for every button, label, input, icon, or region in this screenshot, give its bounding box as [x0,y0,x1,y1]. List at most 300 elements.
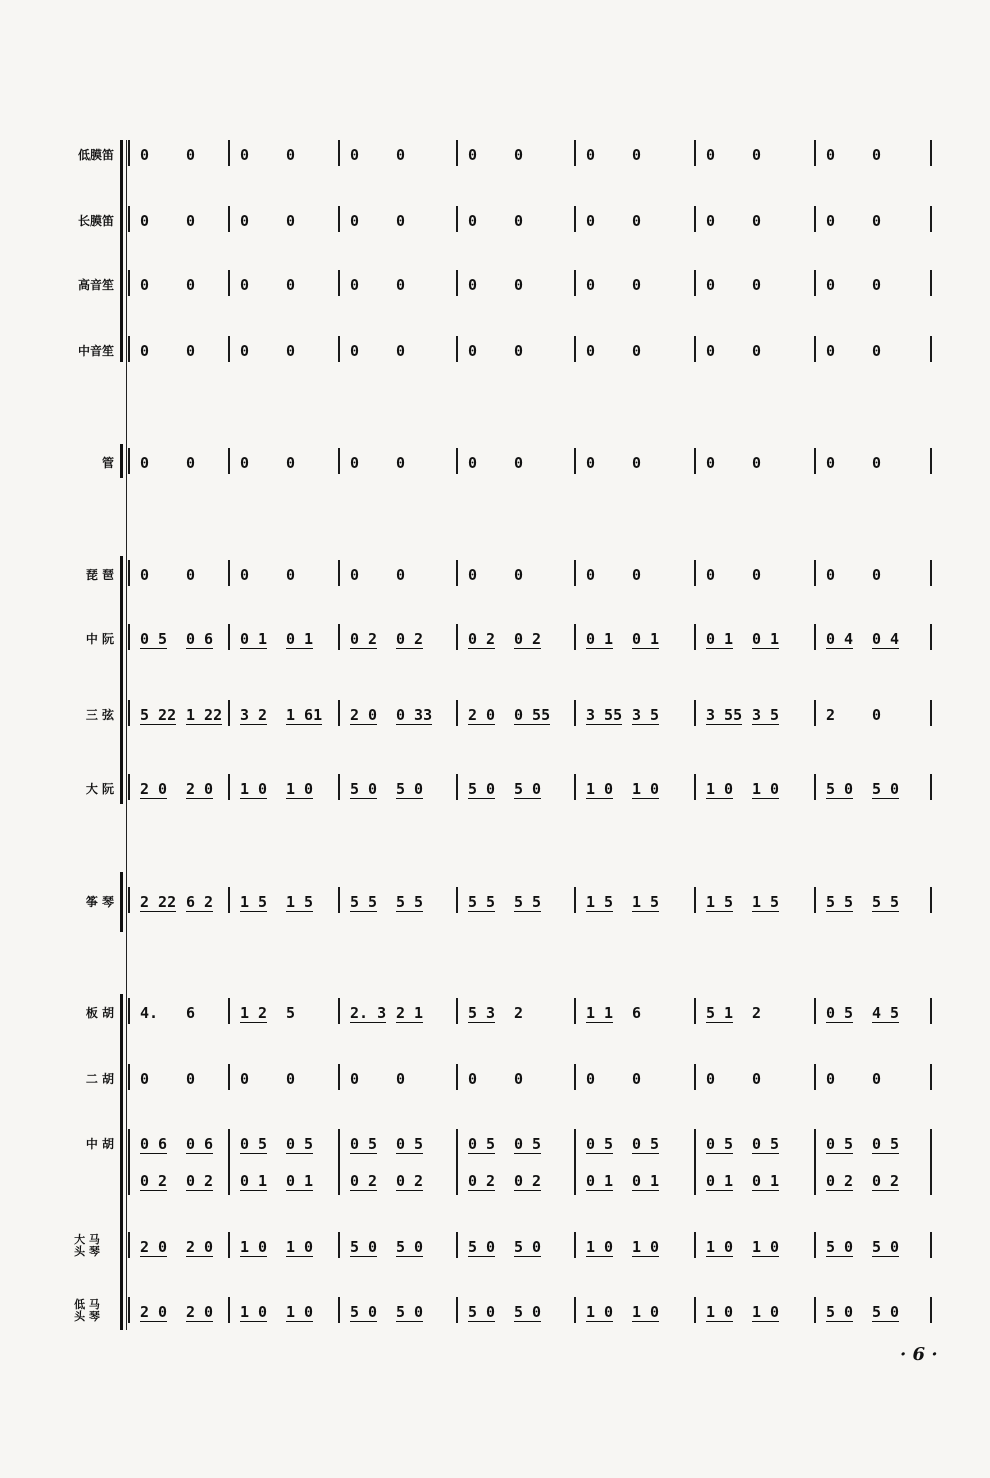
note-cell: 2 [752,1004,762,1022]
bar-line [814,1064,816,1090]
note-cell: 1 0 [632,1303,660,1321]
note-cell: 0 [186,342,196,360]
note-cell: 0 5 [872,1135,900,1153]
note-cell: 3 5 [752,706,780,724]
bar-line [574,560,576,586]
note-cell: 5 0 [872,1238,900,1256]
bar-line [338,1129,340,1195]
bar-line [814,1232,816,1258]
bar-line [128,998,130,1024]
bar-line [814,700,816,726]
bar-line [930,448,932,474]
note-cell: 0 5 [632,1135,660,1153]
note-cell: 0 2 [826,1172,854,1190]
note-cell: 0 [826,146,836,164]
group-bracket [120,872,123,932]
note-cell: 0 [706,566,716,584]
bar-line [456,140,458,166]
note-cell: 5 0 [350,1238,378,1256]
bar-line [574,1232,576,1258]
bar-line [814,336,816,362]
bar-line [128,700,130,726]
note-cell: 0 [826,342,836,360]
note-cell: 0 [632,1070,642,1088]
note-cell: 0 [826,566,836,584]
note-cell: 5 0 [514,1303,542,1321]
bar-line [694,998,696,1024]
note-cell: 0 [632,454,642,472]
note-cell: 0 [140,566,150,584]
note-cell: 0 [286,454,296,472]
bar-line [930,774,932,800]
bar-line [694,624,696,650]
note-cell: 0 [240,454,250,472]
bar-line [694,1297,696,1323]
note-cell: 0 [706,454,716,472]
note-cell: 5 0 [396,1238,424,1256]
note-cell: 1 0 [586,1238,614,1256]
note-cell: 6 2 [186,893,214,911]
note-cell: 0 [468,276,478,294]
note-cell: 0 [872,454,882,472]
note-cell: 0 1 [286,630,314,648]
group-bracket [120,994,123,1330]
note-cell: 0 55 [514,706,551,724]
note-cell: 3 55 [586,706,623,724]
note-cell: 0 [826,276,836,294]
note-cell: 0 5 [586,1135,614,1153]
note-cell: 1 0 [752,780,780,798]
note-cell: 0 5 [826,1004,854,1022]
note-cell: 0 [186,566,196,584]
note-cell: 0 [586,1070,596,1088]
note-cell: 2 1 [396,1004,424,1022]
note-cell: 0 [140,276,150,294]
note-cell: 0 [468,454,478,472]
note-cell: 0 [396,342,406,360]
note-cell: 0 1 [706,1172,734,1190]
note-cell: 1 5 [240,893,268,911]
bar-line [814,1297,816,1323]
note-cell: 0 [706,212,716,230]
bar-line [694,700,696,726]
bar-line [228,700,230,726]
bar-line [930,140,932,166]
note-cell: 0 1 [286,1172,314,1190]
bar-line [694,1129,696,1195]
note-cell: 0 [350,566,360,584]
bar-line [128,140,130,166]
note-cell: 1 0 [586,1303,614,1321]
note-cell: 0 [826,212,836,230]
note-cell: 0 1 [586,1172,614,1190]
note-cell: 0 [396,1070,406,1088]
group-bracket [120,444,123,478]
bar-line [456,998,458,1024]
note-cell: 5 0 [468,780,496,798]
note-cell: 0 5 [350,1135,378,1153]
system-line [126,140,127,1330]
bar-line [574,998,576,1024]
instrument-label: 三 弦 [85,708,114,722]
note-cell: 1 0 [586,780,614,798]
note-cell: 4. [140,1004,159,1022]
bar-line [456,624,458,650]
bar-line [228,1232,230,1258]
note-cell: 0 [240,146,250,164]
note-cell: 0 [514,276,524,294]
note-cell: 0 [396,146,406,164]
note-cell: 0 [140,342,150,360]
note-cell: 0 [586,454,596,472]
bar-line [128,270,130,296]
bar-line [574,887,576,913]
note-cell: 0 [350,1070,360,1088]
note-cell: 0 [468,146,478,164]
bar-line [694,336,696,362]
note-cell: 0 2 [350,1172,378,1190]
note-cell: 5 22 [140,706,177,724]
note-cell: 0 [586,566,596,584]
instrument-label: 长膜笛 [77,214,114,228]
note-cell: 0 1 [632,1172,660,1190]
bar-line [574,700,576,726]
note-cell: 0 [752,212,762,230]
bar-line [338,448,340,474]
note-cell: 0 [186,146,196,164]
bar-line [694,1064,696,1090]
bar-line [574,624,576,650]
note-cell: 0 [752,146,762,164]
bar-line [694,1232,696,1258]
note-cell: 1 0 [752,1303,780,1321]
note-cell: 0 2 [396,630,424,648]
note-cell: 1 5 [706,893,734,911]
note-cell: 1 0 [286,1238,314,1256]
note-cell: 0 [872,212,882,230]
note-cell: 1 1 [586,1004,614,1022]
bar-line [456,206,458,232]
instrument-label-line: 大 马 [74,1233,100,1246]
instrument-label: 中 阮 [85,632,114,646]
note-cell: 0 5 [752,1135,780,1153]
note-cell: 0 [240,1070,250,1088]
bar-line [228,448,230,474]
bar-line [574,448,576,474]
note-cell: 0 [240,566,250,584]
note-cell: 0 [350,146,360,164]
bar-line [338,140,340,166]
note-cell: 0 [186,454,196,472]
bar-line [574,206,576,232]
note-cell: 0 [872,706,882,724]
note-cell: 0 5 [706,1135,734,1153]
note-cell: 0 [240,276,250,294]
bar-line [930,1129,932,1195]
note-cell: 0 6 [186,630,214,648]
note-cell: 0 [140,212,150,230]
bar-line [930,998,932,1024]
note-cell: 2 0 [186,1303,214,1321]
note-cell: 0 [632,212,642,230]
note-cell: 0 [586,146,596,164]
bar-line [338,998,340,1024]
note-cell: 0 [826,454,836,472]
instrument-label-line: 低 马 [74,1298,100,1311]
bar-line [456,270,458,296]
note-cell: 1 5 [586,893,614,911]
note-cell: 0 [396,566,406,584]
bar-line [228,140,230,166]
note-cell: 0 [286,342,296,360]
note-cell: 0 [752,566,762,584]
note-cell: 1 0 [286,1303,314,1321]
instrument-label: 筝 琴 [85,895,114,909]
note-cell: 0 [286,566,296,584]
bar-line [228,624,230,650]
bar-line [694,887,696,913]
bar-line [694,560,696,586]
note-cell: 2 0 [468,706,496,724]
note-cell: 2 0 [140,780,168,798]
note-cell: 0 [240,212,250,230]
bar-line [814,206,816,232]
bar-line [574,336,576,362]
bar-line [338,1232,340,1258]
bar-line [814,998,816,1024]
note-cell: 5 0 [396,780,424,798]
bar-line [456,448,458,474]
bar-line [456,560,458,586]
note-cell: 0 [468,1070,478,1088]
bar-line [814,448,816,474]
bar-line [456,336,458,362]
bar-line [128,448,130,474]
bar-line [338,560,340,586]
note-cell: 0 [586,342,596,360]
note-cell: 3 5 [632,706,660,724]
note-cell: 0 [350,342,360,360]
note-cell: 3 2 [240,706,268,724]
bar-line [456,700,458,726]
note-cell: 0 [706,1070,716,1088]
bar-line [228,887,230,913]
note-cell: 0 2 [468,1172,496,1190]
instrument-label: 板 胡 [85,1006,114,1020]
instrument-label-line: 头 琴 [74,1310,100,1323]
note-cell: 0 [706,276,716,294]
bar-line [694,206,696,232]
bar-line [930,336,932,362]
note-cell: 0 5 [826,1135,854,1153]
note-cell: 2 0 [186,780,214,798]
bar-line [930,1297,932,1323]
note-cell: 1 0 [240,780,268,798]
bar-line [228,560,230,586]
note-cell: 1 0 [240,1238,268,1256]
bar-line [228,1129,230,1195]
note-cell: 0 [752,342,762,360]
bar-line [694,270,696,296]
note-cell: 6 [632,1004,642,1022]
note-cell: 1 2 [240,1004,268,1022]
note-cell: 5 0 [350,1303,378,1321]
note-cell: 0 [468,342,478,360]
note-cell: 0 2 [140,1172,168,1190]
bar-line [930,700,932,726]
bar-line [338,774,340,800]
bar-line [128,206,130,232]
note-cell: 0 [186,276,196,294]
note-cell: 0 2 [514,1172,542,1190]
bar-line [228,774,230,800]
bar-line [930,560,932,586]
bar-line [574,140,576,166]
bar-line [128,1297,130,1323]
note-cell: 0 1 [632,630,660,648]
bar-line [128,336,130,362]
note-cell: 0 [514,342,524,360]
note-cell: 0 4 [826,630,854,648]
bar-line [338,700,340,726]
bar-line [228,1064,230,1090]
bar-line [456,1064,458,1090]
note-cell: 0 [468,212,478,230]
note-cell: 0 5 [140,630,168,648]
note-cell: 0 [186,212,196,230]
note-cell: 0 [286,1070,296,1088]
bar-line [128,774,130,800]
bar-line [228,336,230,362]
note-cell: 0 1 [586,630,614,648]
note-cell: 0 [140,454,150,472]
note-cell: 2 [826,706,836,724]
note-cell: 5 5 [396,893,424,911]
bar-line [930,624,932,650]
instrument-label [72,1234,102,1258]
bar-line [694,140,696,166]
note-cell: 1 22 [186,706,223,724]
note-cell: 0 2 [396,1172,424,1190]
instrument-label: 琵 琶 [85,568,114,582]
note-cell: 5 5 [468,893,496,911]
note-cell: 1 0 [632,780,660,798]
note-cell: 5 0 [350,780,378,798]
note-cell: 1 0 [286,780,314,798]
instrument-label: 高音笙 [77,278,114,292]
instrument-label: 中 胡 [85,1137,114,1151]
note-cell: 5 5 [826,893,854,911]
note-cell: 0 2 [468,630,496,648]
bar-line [574,774,576,800]
group-bracket [120,556,123,804]
note-cell: 2 22 [140,893,177,911]
note-cell: 0 33 [396,706,433,724]
bar-line [128,887,130,913]
bar-line [456,1129,458,1195]
bar-line [930,1232,932,1258]
note-cell: 0 2 [186,1172,214,1190]
note-cell: 0 [514,566,524,584]
note-cell: 0 1 [240,1172,268,1190]
bar-line [338,887,340,913]
instrument-label: 低膜笛 [77,148,114,162]
note-cell: 0 [396,212,406,230]
instrument-label: 二 胡 [85,1072,114,1086]
instrument-label: 管 [101,456,114,470]
note-cell: 5 0 [514,780,542,798]
note-cell: 1 5 [286,893,314,911]
note-cell: 0 4 [872,630,900,648]
note-cell: 0 [468,566,478,584]
note-cell: 5 5 [350,893,378,911]
note-cell: 1 0 [240,1303,268,1321]
note-cell: 0 [632,566,642,584]
note-cell: 0 [286,146,296,164]
note-cell: 0 6 [186,1135,214,1153]
bar-line [814,1129,816,1195]
note-cell: 0 2 [350,630,378,648]
bar-line [338,206,340,232]
note-cell: 0 [396,276,406,294]
bar-line [574,1297,576,1323]
note-cell: 0 5 [468,1135,496,1153]
note-cell: 1 0 [706,780,734,798]
note-cell: 5 [286,1004,296,1022]
note-cell: 0 [872,146,882,164]
note-cell: 0 [826,1070,836,1088]
note-cell: 0 5 [514,1135,542,1153]
note-cell: 1 61 [286,706,323,724]
note-cell: 1 0 [706,1238,734,1256]
note-cell: 0 [350,212,360,230]
note-cell: 0 [872,342,882,360]
bar-line [574,1129,576,1195]
bar-line [456,774,458,800]
bar-line [128,1129,130,1195]
note-cell: 0 1 [240,630,268,648]
note-cell: 5 5 [872,893,900,911]
note-cell: 0 5 [396,1135,424,1153]
note-cell: 0 [752,276,762,294]
note-cell: 2 0 [140,1303,168,1321]
bar-line [574,1064,576,1090]
note-cell: 0 2 [872,1172,900,1190]
note-cell: 0 [140,1070,150,1088]
note-cell: 0 [186,1070,196,1088]
bar-line [574,270,576,296]
note-cell: 0 5 [286,1135,314,1153]
note-cell: 5 0 [396,1303,424,1321]
note-cell: 5 0 [468,1238,496,1256]
bar-line [694,774,696,800]
note-cell: 1 0 [706,1303,734,1321]
bar-line [338,1064,340,1090]
note-cell: 0 1 [706,630,734,648]
bar-line [338,1297,340,1323]
note-cell: 0 [632,146,642,164]
note-cell: 2. 3 [350,1004,387,1022]
bar-line [338,624,340,650]
note-cell: 0 [706,342,716,360]
bar-line [338,336,340,362]
note-cell: 3 55 [706,706,743,724]
bar-line [814,560,816,586]
note-cell: 5 0 [826,1303,854,1321]
note-cell: 5 0 [872,780,900,798]
bar-line [814,140,816,166]
bar-line [228,206,230,232]
